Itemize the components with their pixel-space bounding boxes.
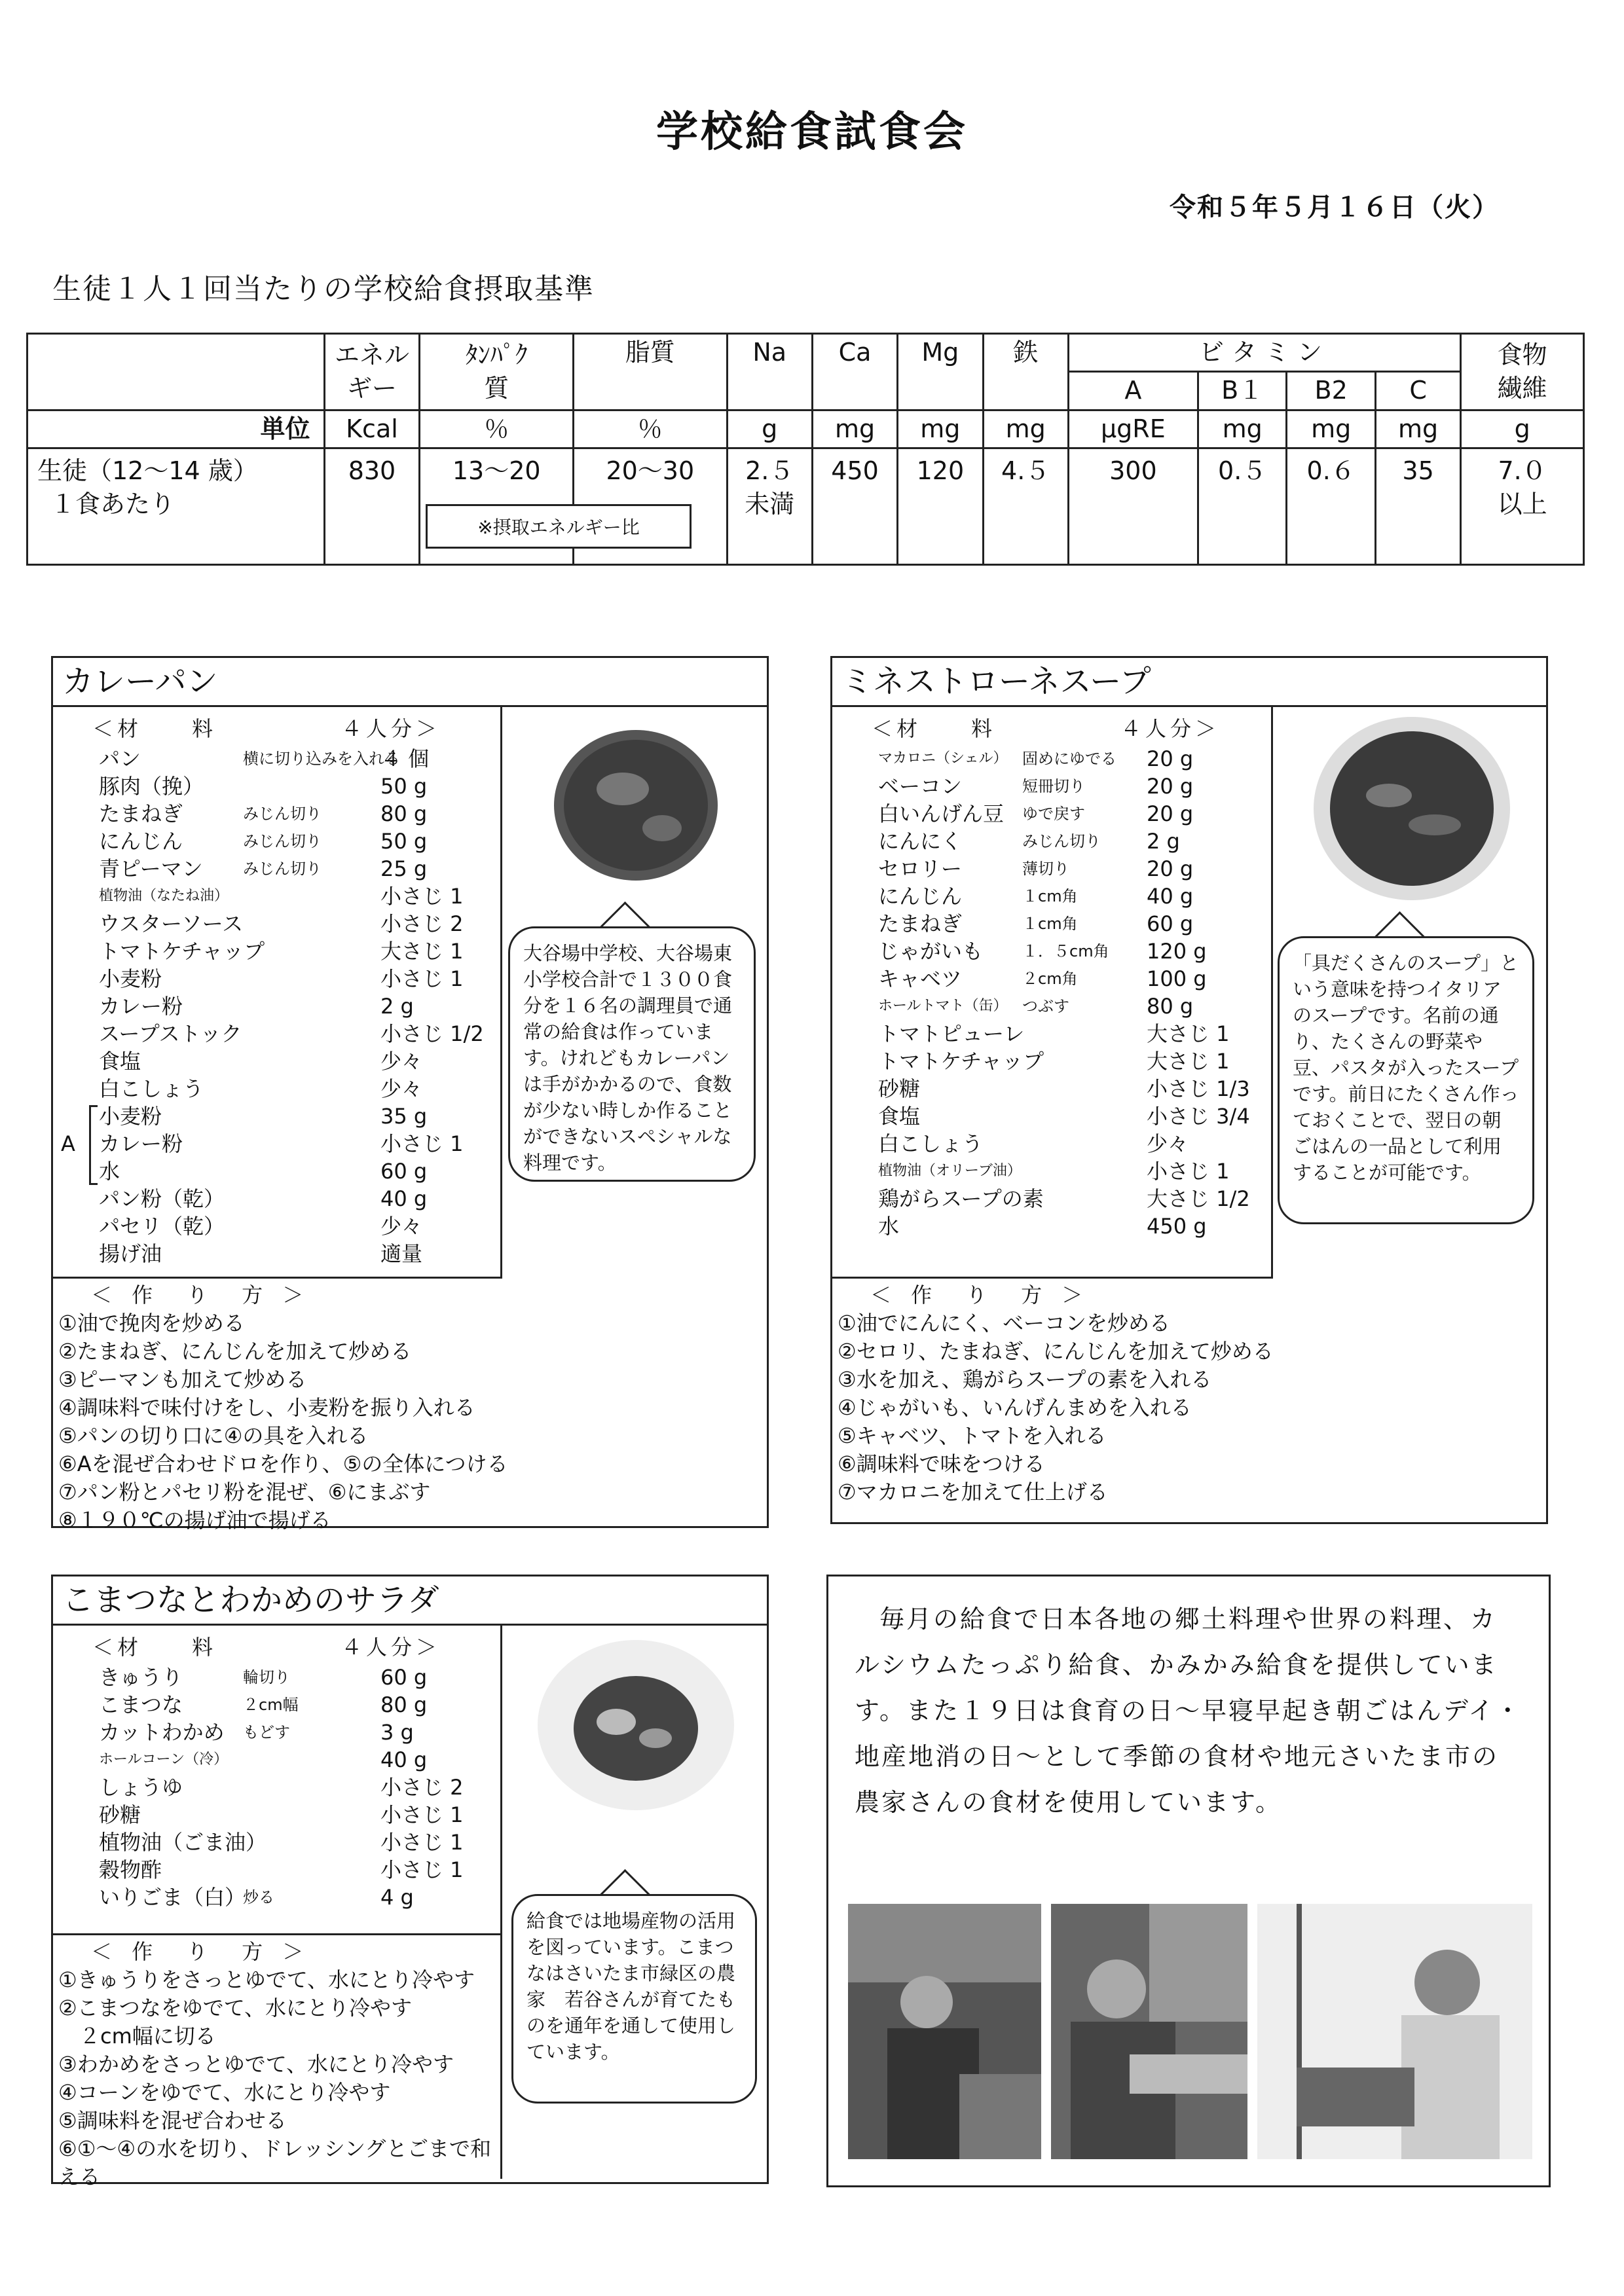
ingredient-amount: 小さじ 1 <box>380 1802 464 1827</box>
ingredient-name: 小麦粉 <box>99 1104 162 1129</box>
ingredient-row <box>53 1157 500 1185</box>
header-fat: 脂質 <box>574 334 728 410</box>
salad-photo <box>511 1630 760 1827</box>
ingredient-note: みじん切り <box>243 860 322 878</box>
ingredient-row <box>832 800 1271 828</box>
header-protein: ﾀﾝﾊﾟｸ 質 <box>420 334 574 410</box>
ingredient-name: 食塩 <box>878 1104 921 1129</box>
step-item: ⑧１９０℃の揚げ油で揚げる <box>58 1508 331 1533</box>
ingredient-row <box>832 1075 1271 1102</box>
unit-cell: mg <box>812 410 897 448</box>
ingredient-amount: 小さじ 1 <box>380 884 464 909</box>
ingredient-pane <box>832 707 1273 1279</box>
step-item: ④じゃがいも、いんげんまめを入れる <box>838 1395 1192 1420</box>
ingredient-name: 白こしょう <box>878 1131 984 1156</box>
ingredient-note: みじん切り <box>243 832 322 850</box>
nutrition-standard-table <box>26 333 1585 566</box>
recipe-title: カレーパン <box>53 658 767 707</box>
value-cell: 13～20 <box>420 448 574 564</box>
ingredient-amount: 60 g <box>380 1665 428 1690</box>
ingredient-row <box>53 1130 500 1157</box>
ingredient-name: じゃがいも <box>878 939 984 964</box>
ingredient-name: パン <box>99 746 141 771</box>
ingredient-row <box>832 855 1271 883</box>
step-item: ⑤調味料を混ぜ合わせる <box>58 2108 287 2133</box>
corner-cell <box>28 334 325 410</box>
ingredient-name: 小麦粉 <box>99 966 162 991</box>
ingredient-amount: 20 g <box>1147 746 1194 771</box>
steps-pane <box>53 1279 767 1533</box>
ingredient-name: たまねぎ <box>99 801 183 826</box>
ingredient-row <box>53 1829 500 1856</box>
photo-farmer-harvest <box>1257 1904 1532 2159</box>
ingredient-amount: 大さじ 1 <box>1147 1049 1230 1074</box>
column-divider <box>500 1626 502 2179</box>
ingredient-row <box>832 938 1271 965</box>
ingredient-row <box>53 1746 500 1774</box>
ingredient-amount: 60 g <box>380 1159 428 1184</box>
ingredient-amount: 20 g <box>1147 856 1194 881</box>
unit-row <box>28 410 1584 448</box>
ingredient-name: マカロニ（シェル） <box>878 750 1008 767</box>
ingredient-amount: 4 g <box>380 1885 414 1910</box>
page-title: 学校給食試食会 <box>656 108 968 156</box>
ingredient-name: 白こしょう <box>99 1076 204 1101</box>
ingredient-row <box>53 1856 500 1884</box>
ingredient-amount: 40 g <box>380 1747 428 1772</box>
ingredient-row <box>832 828 1271 855</box>
ingredient-row <box>53 1664 500 1691</box>
ingredient-name: 鶏がらスープの素 <box>878 1186 1044 1211</box>
ingredient-name: ホールトマト（缶） <box>878 998 1008 1014</box>
ingredient-note: 固めにゆでる <box>1022 750 1116 768</box>
ingredient-row <box>53 1240 500 1267</box>
ingredient-amount: 35 g <box>380 1104 428 1129</box>
ingredient-amount: 2 g <box>1147 829 1180 854</box>
recipe-title: こまつなとわかめのサラダ <box>53 1576 767 1626</box>
ingredient-amount: 小さじ 1/2 <box>380 1021 484 1046</box>
ingredient-row <box>53 1075 500 1102</box>
value-cell: 0.６ <box>1287 448 1376 564</box>
ingredient-note: 短冊切り <box>1022 777 1085 795</box>
unit-label: 単位 <box>28 410 325 448</box>
ingredient-name: 砂糖 <box>99 1802 141 1827</box>
ingredient-amount: 大さじ 1/2 <box>1147 1186 1250 1211</box>
ingredient-row <box>832 1020 1271 1048</box>
ingredient-row <box>832 1212 1271 1240</box>
value-cell-na: 2.５ 未満 <box>727 448 812 564</box>
ingredient-note: ゆで戻す <box>1022 805 1085 823</box>
value-row <box>28 448 1584 564</box>
curry-bubble: 大谷場中学校、大谷場東小学校合計で１３００食分を１６名の調理員で通常の給食は作っています。けれどもカレーパンは手がかかるので、食数が少ない時しか作ることができないスペシャルな料理です。 <box>508 926 756 1182</box>
ingredient-name: 植物油（なたね油） <box>99 888 229 904</box>
ingredient-name: ウスターソース <box>99 911 244 936</box>
ingredient-amount: 80 g <box>380 801 428 826</box>
ingredient-row <box>832 1048 1271 1075</box>
ingredient-note: ２cm幅 <box>243 1696 299 1714</box>
ingredient-name: ホールコーン（冷） <box>99 1751 229 1768</box>
event-date: 令和５年５月１６日（火） <box>1170 192 1500 223</box>
recipe-curry-bread <box>51 656 769 1533</box>
unit-cell: g <box>1461 410 1584 448</box>
ingredient-name: スープストック <box>99 1021 242 1046</box>
ingredient-amount: 120 g <box>1147 939 1207 964</box>
ingredient-header: ＜材 料 ４人分＞ <box>92 716 441 741</box>
ingredient-amount: 小さじ 1 <box>380 1131 464 1156</box>
ingredient-amount: 100 g <box>1147 966 1207 991</box>
step-item: ②こまつなをゆでて、水にとり冷やす <box>58 1995 413 2020</box>
row-label: 生徒（12～14 歳） １食あたり <box>28 448 325 564</box>
ingredient-row <box>832 910 1271 938</box>
steps-header: ＜ 作 り 方 ＞ <box>91 1939 310 1964</box>
ingredient-name: 豚肉（挽） <box>99 774 204 799</box>
ingredient-row <box>53 1691 500 1719</box>
ingredient-name: セロリー <box>878 856 963 881</box>
header-fiber: 食物 繊維 <box>1461 334 1584 410</box>
step-item: ③ピーマンも加えて炒める <box>58 1367 307 1392</box>
ingredient-row <box>53 828 500 855</box>
ingredient-name: にんにく <box>878 829 963 854</box>
ingredient-note: つぶす <box>1022 997 1069 1015</box>
header-na: Na <box>727 334 812 410</box>
ingredient-name: トマトケチャップ <box>99 939 265 964</box>
step-item: ④コーンをゆでて、水にとり冷やす <box>58 2080 391 2105</box>
unit-cell: mg <box>898 410 983 448</box>
ingredient-amount: ４ 個 <box>380 746 430 771</box>
ingredient-note: 薄切り <box>1022 860 1069 878</box>
photo-cooks <box>848 1904 1041 2159</box>
group-bracket <box>89 1105 98 1185</box>
ingredient-name: 青ピーマン <box>99 856 203 881</box>
step-item: ③水を加え、鶏がらスープの素を入れる <box>838 1367 1212 1392</box>
ingredient-amount: 2 g <box>380 994 414 1019</box>
ingredient-amount: 小さじ 2 <box>380 911 464 936</box>
ingredient-amount: 少々 <box>380 1214 423 1239</box>
value-cell: 450 <box>812 448 897 564</box>
ingredient-header: ＜材 料 ４人分＞ <box>92 1635 441 1660</box>
step-item: ⑦マカロニを加えて仕上げる <box>838 1480 1108 1504</box>
header-ca: Ca <box>812 334 897 410</box>
ingredient-note: みじん切り <box>243 805 322 823</box>
ingredient-row <box>53 855 500 883</box>
ingredient-amount: 小さじ 1 <box>380 1830 464 1855</box>
step-item: ②たまねぎ、にんじんを加えて炒める <box>58 1339 412 1364</box>
unit-cell: ％ <box>574 410 728 448</box>
ingredient-amount: 大さじ 1 <box>380 939 464 964</box>
step-item: ①きゅうりをさっとゆでて、水にとり冷やす <box>58 1967 475 1992</box>
ingredient-row <box>53 1801 500 1829</box>
ingredient-amount: 450 g <box>1147 1214 1207 1239</box>
ingredient-row <box>832 745 1271 773</box>
step-item: ③わかめをさっとゆでて、水にとり冷やす <box>58 2052 454 2077</box>
minestrone-photo <box>1284 710 1540 920</box>
ingredient-amount: 3 g <box>380 1720 414 1745</box>
ingredient-row <box>53 965 500 993</box>
header-vit-b2: B2 <box>1287 372 1376 410</box>
ingredient-name: カレー粉 <box>99 1131 183 1156</box>
minestrone-bubble: 「具だくさんのスープ」という意味を持つイタリアのスープです。名前の通り、たくさんの野菜や豆、パスタが入ったスープです。前日にたくさん作っておくことで、翌日の朝ごはんの一品として利用することが可能です。 <box>1278 936 1534 1224</box>
ingredient-name: 揚げ油 <box>99 1241 162 1266</box>
ingredient-amount: 小さじ 1 <box>1147 1159 1230 1184</box>
step-item: ①油で挽肉を炒める <box>58 1311 245 1336</box>
ingredient-note: 横に切り込みを入れる <box>243 750 400 768</box>
ingredient-note: みじん切り <box>1022 832 1101 850</box>
header-vitamin: ビタミン <box>1068 334 1460 372</box>
ingredient-name: しょうゆ <box>99 1775 183 1800</box>
ingredient-amount: 大さじ 1 <box>1147 1021 1230 1046</box>
recipe-minestrone <box>830 656 1548 1524</box>
step-item: ２cm幅に切る <box>58 2024 216 2049</box>
ingredient-row <box>53 1048 500 1075</box>
ingredient-amount: 20 g <box>1147 801 1194 826</box>
value-cell: 830 <box>324 448 420 564</box>
salad-bubble: 給食では地場産物の活用を図っています。こまつなはさいたま市緑区の農家 若谷さんが育てたものを通年を通して使用しています。 <box>511 1894 757 2104</box>
ingredient-name: パセリ（乾） <box>99 1214 225 1239</box>
header-vit-b1: B１ <box>1198 372 1287 410</box>
ingredient-name: こまつな <box>99 1692 183 1717</box>
header-energy: エネル ギー <box>324 334 420 410</box>
ingredient-pane <box>53 707 502 1279</box>
ingredient-header: ＜材 料 ４人分＞ <box>872 716 1221 741</box>
unit-cell: mg <box>1198 410 1287 448</box>
ingredient-amount: 40 g <box>380 1186 428 1211</box>
unit-cell: g <box>727 410 812 448</box>
group-letter: A <box>61 1131 75 1156</box>
header-vit-a: A <box>1068 372 1198 410</box>
step-item: ④調味料で味付けをし、小麦粉を振り入れる <box>58 1395 475 1420</box>
ingredient-name: にんじん <box>878 884 963 909</box>
ingredient-row <box>53 1884 500 1911</box>
curry-bread-photo <box>511 710 760 907</box>
ingredient-amount: 25 g <box>380 856 428 881</box>
ingredient-row <box>832 965 1271 993</box>
ingredient-row <box>832 1130 1271 1157</box>
ingredient-name: 水 <box>878 1214 900 1239</box>
header-vit-c: C <box>1375 372 1460 410</box>
info-box <box>826 1575 1551 2187</box>
ingredient-row <box>53 1774 500 1801</box>
ingredient-row <box>832 883 1271 910</box>
unit-cell: Kcal <box>324 410 420 448</box>
ingredient-name: 白いんげん豆 <box>878 801 1005 826</box>
step-item: ⑥①～④の水を切り、ドレッシングとごまで和える <box>58 2136 491 2189</box>
ingredient-row <box>53 993 500 1020</box>
ingredient-row <box>832 773 1271 800</box>
ingredient-row <box>832 1102 1271 1130</box>
ingredient-row <box>832 1185 1271 1212</box>
header-iron: 鉄 <box>983 334 1068 410</box>
ingredient-name: にんじん <box>99 829 183 854</box>
ingredient-amount: 小さじ 1 <box>380 966 464 991</box>
ingredient-amount: 60 g <box>1147 911 1194 936</box>
ingredient-amount: 少々 <box>380 1049 423 1074</box>
header-mg: Mg <box>898 334 983 410</box>
ingredient-name: 植物油（ごま油） <box>99 1830 267 1855</box>
ingredient-name: 水 <box>99 1159 120 1184</box>
ingredient-amount: 適量 <box>380 1241 423 1266</box>
recipe-title: ミネストローネスープ <box>832 658 1546 707</box>
ingredient-amount: 40 g <box>1147 884 1194 909</box>
ingredient-amount: 50 g <box>380 774 428 799</box>
ingredient-name: 砂糖 <box>878 1076 921 1101</box>
ingredient-name: カットわかめ <box>99 1720 225 1745</box>
ingredient-name: いりごま（白） <box>99 1885 246 1910</box>
value-cell: 35 <box>1375 448 1460 564</box>
value-cell: 0.５ <box>1198 448 1287 564</box>
ingredient-amount: 少々 <box>380 1076 423 1101</box>
ingredient-amount: 50 g <box>380 829 428 854</box>
unit-cell: mg <box>983 410 1068 448</box>
ingredient-amount: 小さじ 1/3 <box>1147 1076 1250 1101</box>
recipe-komatsuna-salad <box>51 1575 769 2189</box>
step-item: ⑤パンの切り口に④の具を入れる <box>58 1423 369 1448</box>
ingredient-name: たまねぎ <box>878 911 963 936</box>
ingredient-name: 植物油（オリーブ油） <box>878 1163 1022 1179</box>
ingredient-row <box>53 938 500 965</box>
standard-heading: 生徒１人１回当たりの学校給食摂取基準 <box>52 272 595 306</box>
ingredient-amount: 小さじ 3/4 <box>1147 1104 1250 1129</box>
ingredient-note: もどす <box>243 1723 290 1741</box>
ingredient-note: 炒る <box>243 1888 274 1906</box>
unit-cell: mg <box>1375 410 1460 448</box>
steps-header: ＜ 作 り 方 ＞ <box>870 1283 1090 1307</box>
ingredient-name: キャベツ <box>878 966 963 991</box>
photo-farmer <box>1051 1904 1247 2159</box>
ingredient-row <box>53 745 500 773</box>
ingredient-row <box>53 773 500 800</box>
unit-cell: μgRE <box>1068 410 1198 448</box>
ingredient-row <box>53 1212 500 1240</box>
ingredient-amount: 少々 <box>1147 1131 1189 1156</box>
ingredient-amount: 20 g <box>1147 774 1194 799</box>
ingredient-pane <box>53 1626 502 1935</box>
step-item: ⑤キャベツ、トマトを入れる <box>838 1423 1107 1448</box>
ratio-note: ※摂取エネルギー比 <box>426 504 692 549</box>
value-cell: 300 <box>1068 448 1198 564</box>
step-item: ②セロリ、たまねぎ、にんじんを加えて炒める <box>838 1339 1274 1364</box>
ingredient-note: １．５cm角 <box>1022 942 1109 960</box>
ingredient-amount: 小さじ 2 <box>380 1775 464 1800</box>
steps-header: ＜ 作 り 方 ＞ <box>91 1283 310 1307</box>
unit-cell: mg <box>1287 410 1376 448</box>
value-cell-fiber: 7.０ 以上 <box>1461 448 1584 564</box>
ingredient-name: 食塩 <box>99 1049 141 1074</box>
ingredient-note: １cm角 <box>1022 915 1078 933</box>
ingredient-row <box>53 1719 500 1746</box>
ingredient-row <box>53 1185 500 1212</box>
ingredient-row <box>53 910 500 938</box>
ingredient-name: パン粉（乾） <box>99 1186 225 1211</box>
step-item: ⑥調味料で味をつける <box>838 1451 1045 1476</box>
ingredient-name: トマトケチャップ <box>878 1049 1044 1074</box>
value-cell: 20～30 <box>574 448 728 564</box>
steps-pane <box>832 1279 1546 1521</box>
ingredient-row <box>832 1157 1271 1185</box>
ingredient-amount: 80 g <box>380 1692 428 1717</box>
ingredient-amount: 80 g <box>1147 994 1194 1019</box>
ingredient-row <box>53 1020 500 1048</box>
info-text: 毎月の給食で日本各地の郷土料理や世界の料理、カルシウムたっぷり給食、かみかみ給食を提供しています。また１９日は食育の日～早寝早起き朝ごはんデイ・地産地消の日～として季節の食材や地元さいたま市の農家さんの食材を使用しています。 <box>855 1605 1522 1817</box>
ingredient-note: １cm角 <box>1022 887 1078 905</box>
ingredient-row <box>832 993 1271 1020</box>
ingredient-name: 穀物酢 <box>99 1857 162 1882</box>
step-item: ⑦パン粉とパセリ粉を混ぜ、⑥にまぶす <box>58 1480 431 1504</box>
value-cell: 120 <box>898 448 983 564</box>
ingredient-name: ベーコン <box>878 774 963 799</box>
ingredient-note: ２cm角 <box>1022 970 1078 988</box>
step-item: ⑥Aを混ぜ合わせドロを作り、⑤の全体につける <box>58 1451 508 1476</box>
ingredient-row <box>53 883 500 910</box>
ingredient-name: トマトピューレ <box>878 1021 1025 1046</box>
value-cell: 4.５ <box>983 448 1068 564</box>
ingredient-name: カレー粉 <box>99 994 183 1019</box>
ingredient-name: きゅうり <box>99 1665 183 1690</box>
steps-pane <box>53 1935 500 2189</box>
ingredient-amount: 小さじ 1 <box>380 1857 464 1882</box>
ingredient-note: 輪切り <box>243 1668 290 1686</box>
ingredient-row <box>53 800 500 828</box>
step-item: ①油でにんにく、ベーコンを炒める <box>838 1311 1171 1336</box>
ingredient-row <box>53 1102 500 1130</box>
unit-cell: ％ <box>420 410 574 448</box>
